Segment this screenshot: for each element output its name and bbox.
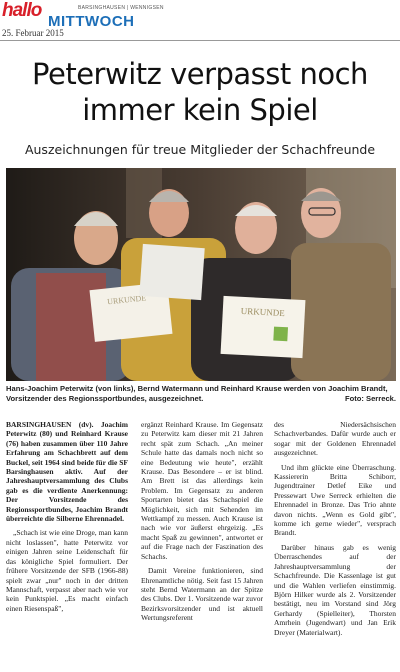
body-paragraph: Und ihm glückte eine Überraschung. Kassiererin Britta Schiborr, Jugendtrainer Detlef Eike und Pressewart Uwe Serreck erhielten die Ehrennadel in Bronze. Das Trio ahnte davon nichts. „Wenn es Gold gibt", komme ich gerne wieder", versprach Brandt. xyxy=(274,462,396,538)
certificate-right xyxy=(221,296,306,358)
lead-text: Joachim Peterwitz (80) und Reinhard Krause (76) haben zusammen über 110 Jahre Erfahrung am Schachbrett auf dem Buckel, seit 1964 sind beide für die SF Barsinghausen aktiv. Auf der Jahreshauptversammlung des Clubs gab es die verdiente Anerkennung: Der Vorsitzende des Regionssportbundes, Joachim Brandt überreichte die Silberne Ehrennadel. xyxy=(6,420,128,524)
headline-line-2: immer kein Spiel xyxy=(82,93,318,127)
column-2 xyxy=(141,420,263,628)
certificate-left-label: URKUNDE xyxy=(106,293,147,307)
body-paragraph: ergänzt Reinhard Krause. Im Gegensatz zu Peterwitz kam dieser mit 21 Jahren recht spät zum Schach. „An meiner Schule hatte das damals noch nicht so eine Bedeutung wie heute", erzählt Krause. Das Besondere – er ist blind. Am Brett ist das allerdings kein Problem. Im Gegensatz zu anderen Sportarten bietet das Schachspiel die Möglichkeit, sich mit Sehenden im Wettkampf zu messen. Auch Krause ist nach wie vor äußerst ehrgeizig. „Es macht Spaß zu gewinnen", antwortet er auf die Frage nach der Faszination des Schachs. xyxy=(141,420,263,561)
logo-mittwoch: MITTWOCH xyxy=(48,13,135,30)
body-paragraph: „Schach ist wie eine Droge, man kann nicht loslassen", hatte Peterwitz vor einigen Jahren seine Leidenschaft für das königliche Spiel formuliert. Der frühere Vorsitzende der SFB (1966-88) spielt zwar „nur" noch in der dritten Mannschaft, verpasst aber nach wie vor kein Punktspiel. „Es macht einfach einen Riesenspaß", xyxy=(6,528,128,613)
certificate-middle xyxy=(139,244,204,300)
headline xyxy=(0,56,400,128)
caption-text: Hans-Joachim Peterwitz (von links), Bernd Watermann und Reinhard Krause werden von Joachim Brandt, Vorsitzender des Regionssportbundes, ausgezeichnet. xyxy=(6,384,388,403)
masthead xyxy=(0,0,400,40)
headline-line-1: Peterwitz verpasst noch xyxy=(32,57,368,91)
subheadline: Auszeichnungen für treue Mitglieder der Schachfreunde xyxy=(24,142,376,157)
column-1 xyxy=(6,420,128,618)
masthead-region: BARSINGHAUSEN | WENNIGSEN xyxy=(78,5,164,11)
body-paragraph: Damit Vereine funktionieren, sind Ehrenamtliche nötig. Seit fast 15 Jahren steht Bernd Watermann an der Spitze des Clubs. Der 1. Vorsitzende war zuvor Bezirksvorsitzender und ist aktuell Wertungsreferent xyxy=(141,566,263,623)
column-3 xyxy=(274,420,396,642)
logo-hallo: hallo xyxy=(2,0,42,21)
group-photo-illustration xyxy=(6,168,396,381)
body-paragraph: des Niedersächsischen Schachverbandes. Dafür wurde auch er sogar mit der Goldenen Ehrennadel ausgezeichnet. xyxy=(274,420,396,458)
photo-caption xyxy=(6,384,396,403)
certificate-right-label: URKUNDE xyxy=(240,305,286,319)
masthead-date: 25. Februar 2015 xyxy=(2,28,64,38)
article-photo xyxy=(6,168,396,381)
lead-paragraph xyxy=(6,420,128,523)
dateline: BARSINGHAUSEN (dv). xyxy=(6,420,94,429)
photo-credit: Foto: Serreck. xyxy=(344,393,396,403)
body-paragraph: Darüber hinaus gab es wenig Überraschendes auf der Jahreshauptversammlung der Schachfreunde. Die Kassenlage ist gut und die Wahlen verliefen einstimmig. Björn Hilker wurde als 2. Vorsitzender bestätigt, neu im Vorstand sind Jörg Gerhardy (Spielleiter), Thorsten Amrhein (Jugendwart) und Jan Erik Dreyer (Materialwart). xyxy=(274,542,396,637)
masthead-rule xyxy=(0,40,400,41)
